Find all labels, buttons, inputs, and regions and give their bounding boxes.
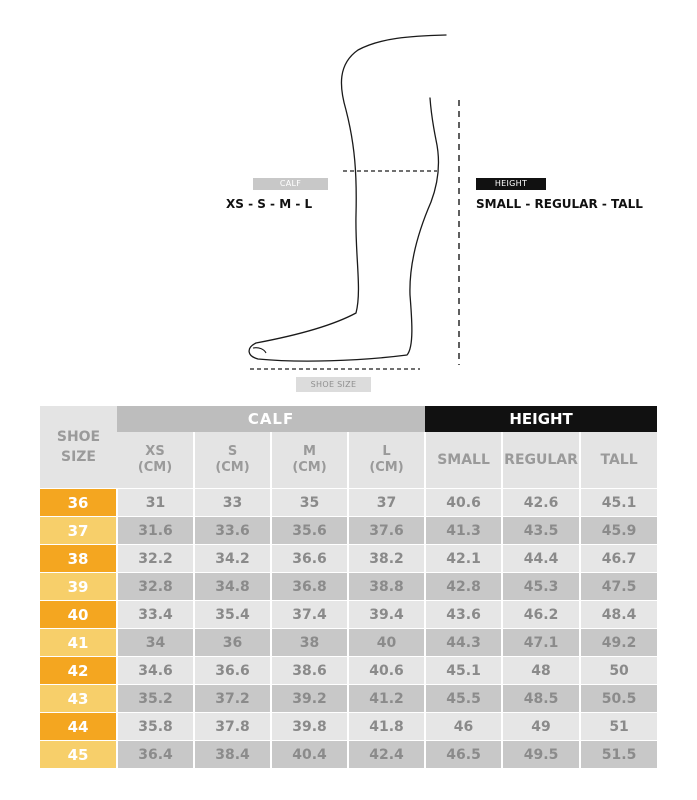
col-header-tall: TALL: [580, 432, 657, 489]
table-row: [40, 713, 657, 741]
value-cell: 32.2: [117, 545, 194, 573]
col-header-xs: XS (CM): [117, 432, 194, 489]
value-cell: 46: [425, 713, 502, 741]
value-cell: 45.3: [502, 573, 580, 601]
col-header-regular: REGULAR: [502, 432, 580, 489]
shoe-size-cell: 40: [40, 601, 117, 629]
value-cell: 35.8: [117, 713, 194, 741]
value-cell: 50.5: [580, 685, 657, 713]
value-cell: 46.2: [502, 601, 580, 629]
value-cell: 44.3: [425, 629, 502, 657]
shoe-size-cell: 43: [40, 685, 117, 713]
table-row: [40, 741, 657, 769]
value-cell: 33: [194, 489, 271, 517]
value-cell: 36.6: [271, 545, 348, 573]
value-cell: 40: [348, 629, 425, 657]
value-cell: 40.6: [348, 657, 425, 685]
value-cell: 44.4: [502, 545, 580, 573]
shoe-size-cell: 45: [40, 741, 117, 769]
value-cell: 42.8: [425, 573, 502, 601]
table-row: [40, 601, 657, 629]
shoe-size-cell: 37: [40, 517, 117, 545]
height-group-header: HEIGHT: [425, 406, 657, 432]
value-cell: 38.2: [348, 545, 425, 573]
shoe-size-cell: 38: [40, 545, 117, 573]
value-cell: 43.6: [425, 601, 502, 629]
value-cell: 39.2: [271, 685, 348, 713]
shoe-size-cell: 41: [40, 629, 117, 657]
table-row: [40, 573, 657, 601]
calf-tag: CALF: [253, 178, 328, 190]
value-cell: 48: [502, 657, 580, 685]
shoe-size-header: [40, 406, 117, 489]
value-cell: 51: [580, 713, 657, 741]
value-cell: 39.4: [348, 601, 425, 629]
value-cell: 47.5: [580, 573, 657, 601]
shoe-size-cell: 39: [40, 573, 117, 601]
table-row: [40, 517, 657, 545]
value-cell: 33.4: [117, 601, 194, 629]
value-cell: 38: [271, 629, 348, 657]
shoe-size-cell: 44: [40, 713, 117, 741]
value-cell: 48.4: [580, 601, 657, 629]
value-cell: 34: [117, 629, 194, 657]
value-cell: 42.4: [348, 741, 425, 769]
value-cell: 41.8: [348, 713, 425, 741]
value-cell: 46.7: [580, 545, 657, 573]
value-cell: 48.5: [502, 685, 580, 713]
shoe-size-tag: SHOE SIZE: [296, 377, 371, 392]
value-cell: 34.2: [194, 545, 271, 573]
value-cell: 36.4: [117, 741, 194, 769]
value-cell: 35.4: [194, 601, 271, 629]
value-cell: 35.6: [271, 517, 348, 545]
value-cell: 38.8: [348, 573, 425, 601]
value-cell: 37.8: [194, 713, 271, 741]
value-cell: 46.5: [425, 741, 502, 769]
value-cell: 41.3: [425, 517, 502, 545]
value-cell: 37.2: [194, 685, 271, 713]
table-row: [40, 685, 657, 713]
value-cell: 31: [117, 489, 194, 517]
calf-caption: XS - S - M - L: [226, 197, 313, 211]
col-header-small: SMALL: [425, 432, 502, 489]
value-cell: 43.5: [502, 517, 580, 545]
value-cell: 37: [348, 489, 425, 517]
table-row: [40, 629, 657, 657]
shoe-size-cell: 42: [40, 657, 117, 685]
col-header-m: M (CM): [271, 432, 348, 489]
value-cell: 34.6: [117, 657, 194, 685]
toenail-mark: [253, 348, 266, 353]
value-cell: 39.8: [271, 713, 348, 741]
calf-group-header: CALF: [117, 406, 425, 432]
value-cell: 35: [271, 489, 348, 517]
value-cell: 45.5: [425, 685, 502, 713]
table-row: [40, 545, 657, 573]
value-cell: 40.4: [271, 741, 348, 769]
col-header-s: S (CM): [194, 432, 271, 489]
value-cell: 37.6: [348, 517, 425, 545]
value-cell: 42.6: [502, 489, 580, 517]
value-cell: 34.8: [194, 573, 271, 601]
shoe-size-cell: 36: [40, 489, 117, 517]
value-cell: 51.5: [580, 741, 657, 769]
value-cell: 36.8: [271, 573, 348, 601]
value-cell: 49.5: [502, 741, 580, 769]
value-cell: 33.6: [194, 517, 271, 545]
value-cell: 45.9: [580, 517, 657, 545]
value-cell: 38.4: [194, 741, 271, 769]
value-cell: 50: [580, 657, 657, 685]
size-chart-table: [40, 406, 657, 768]
height-caption: SMALL - REGULAR - TALL: [476, 197, 643, 211]
shoe-size-header-line1: SHOE: [56, 429, 101, 445]
value-cell: 45.1: [425, 657, 502, 685]
value-cell: 41.2: [348, 685, 425, 713]
value-cell: 36: [194, 629, 271, 657]
value-cell: 42.1: [425, 545, 502, 573]
height-tag: HEIGHT: [476, 178, 546, 190]
value-cell: 36.6: [194, 657, 271, 685]
table-row: [40, 657, 657, 685]
value-cell: 49.2: [580, 629, 657, 657]
shoe-size-header-line2: SIZE: [60, 449, 96, 465]
value-cell: 32.8: [117, 573, 194, 601]
table-row: [40, 489, 657, 517]
value-cell: 45.1: [580, 489, 657, 517]
col-header-l: L (CM): [348, 432, 425, 489]
value-cell: 35.2: [117, 685, 194, 713]
value-cell: 49: [502, 713, 580, 741]
value-cell: 47.1: [502, 629, 580, 657]
value-cell: 37.4: [271, 601, 348, 629]
value-cell: 40.6: [425, 489, 502, 517]
value-cell: 38.6: [271, 657, 348, 685]
value-cell: 31.6: [117, 517, 194, 545]
